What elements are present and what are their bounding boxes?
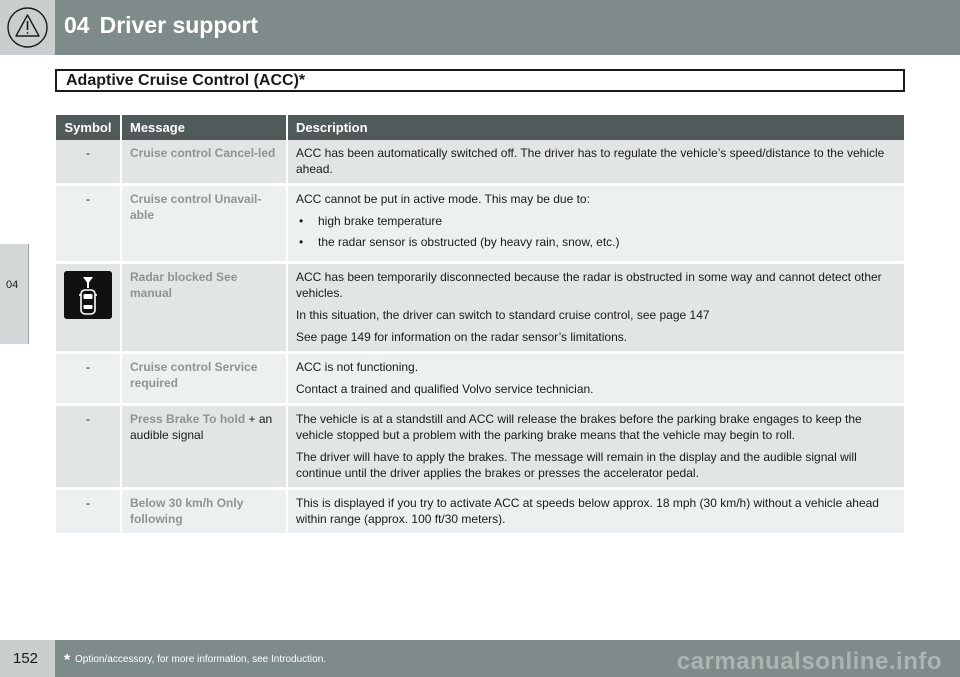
description-cell bbox=[288, 183, 904, 261]
message-text: Below 30 km/h Only following bbox=[130, 496, 244, 526]
radar-blocked-icon bbox=[64, 271, 112, 319]
chapter-side-tab[interactable] bbox=[0, 244, 29, 344]
description-paragraph: In this situation, the driver can switch to standard cruise control, see page 147 bbox=[296, 308, 710, 322]
description-paragraph: This is displayed if you try to activate ACC at speeds below approx. 18 mph (30 km/h) without a vehicle ahead within range (approx. 100 ft/30 meters). bbox=[296, 496, 879, 526]
table-row bbox=[56, 183, 904, 261]
list-item: • the radar sensor is obstructed (by heavy rain, snow, etc.) bbox=[296, 234, 896, 250]
chapter-number: 04 bbox=[64, 12, 90, 38]
warning-triangle-icon bbox=[6, 6, 49, 49]
message-suffix: + an audible signal bbox=[130, 412, 273, 442]
message-text: Cruise control Unavail-able bbox=[130, 192, 262, 222]
cause-list bbox=[296, 213, 896, 250]
list-item: • high brake temperature bbox=[296, 213, 896, 229]
table-row bbox=[56, 351, 904, 403]
page-number-box bbox=[0, 640, 55, 677]
table-row bbox=[56, 403, 904, 487]
chapter-name: Driver support bbox=[99, 12, 259, 38]
description-paragraph: ACC has been temporarily disconnected because the radar is obstructed in some way and cannot detect other vehicles. bbox=[296, 270, 882, 300]
warning-icon-box bbox=[0, 0, 55, 55]
footnote-star: * bbox=[64, 652, 71, 669]
chapter-title bbox=[64, 12, 258, 39]
description-cell bbox=[288, 403, 904, 487]
description-paragraph: ACC cannot be put in active mode. This may be due to: bbox=[296, 192, 590, 206]
footnote bbox=[64, 652, 326, 670]
message-cell bbox=[122, 351, 288, 403]
message-cell bbox=[122, 261, 288, 351]
acc-messages-table bbox=[56, 115, 904, 533]
description-cell bbox=[288, 351, 904, 403]
column-header-symbol: Symbol bbox=[56, 115, 122, 140]
column-header-description: Description bbox=[288, 115, 904, 140]
table-row bbox=[56, 140, 904, 183]
watermark: carmanualsonline.info bbox=[676, 648, 942, 675]
message-cell bbox=[122, 487, 288, 533]
symbol-cell: - bbox=[56, 140, 122, 183]
description-paragraph: ACC is not functioning. bbox=[296, 360, 419, 374]
symbol-cell bbox=[56, 261, 122, 351]
description-cell bbox=[288, 487, 904, 533]
message-cell bbox=[122, 140, 288, 183]
page-number: 152 bbox=[13, 650, 39, 667]
description-cell bbox=[288, 261, 904, 351]
table-row bbox=[56, 487, 904, 533]
table-row bbox=[56, 261, 904, 351]
message-text: Cruise control Cancel-led bbox=[130, 146, 276, 160]
description-paragraph: The vehicle is at a standstill and ACC will release the brakes before the parking brake engages to keep the vehicle stopped but a problem with the parking brake means that the vehicle may begin to roll. bbox=[296, 412, 862, 442]
description-paragraph: ACC has been automatically switched off. The driver has to regulate the vehicle’s speed/distance to the vehicle ahead. bbox=[296, 146, 885, 176]
description-paragraph: Contact a trained and qualified Volvo service technician. bbox=[296, 382, 594, 396]
message-cell bbox=[122, 183, 288, 261]
section-title: Adaptive Cruise Control (ACC)* bbox=[66, 72, 306, 89]
description-paragraph: See page 149 for information on the radar sensor’s limitations. bbox=[296, 330, 628, 344]
symbol-cell: - bbox=[56, 351, 122, 403]
message-cell bbox=[122, 403, 288, 487]
table-header-row bbox=[56, 115, 904, 140]
symbol-cell: - bbox=[56, 487, 122, 533]
symbol-cell: - bbox=[56, 403, 122, 487]
chapter-header bbox=[0, 0, 960, 55]
description-cell bbox=[288, 140, 904, 183]
column-header-message: Message bbox=[122, 115, 288, 140]
description-paragraph: The driver will have to apply the brakes. The message will remain in the display and the audible signal will continue until the driver applies the brakes or presses the accelerator pedal. bbox=[296, 450, 857, 480]
symbol-cell: - bbox=[56, 183, 122, 261]
footnote-text: Option/accessory, for more information, see Introduction. bbox=[75, 654, 327, 665]
message-text: Radar blocked See manual bbox=[130, 270, 238, 300]
side-tab-label: 04 bbox=[6, 279, 19, 291]
section-bar bbox=[55, 69, 905, 92]
message-text: Press Brake To hold bbox=[130, 412, 246, 426]
message-text: Cruise control Service required bbox=[130, 360, 258, 390]
